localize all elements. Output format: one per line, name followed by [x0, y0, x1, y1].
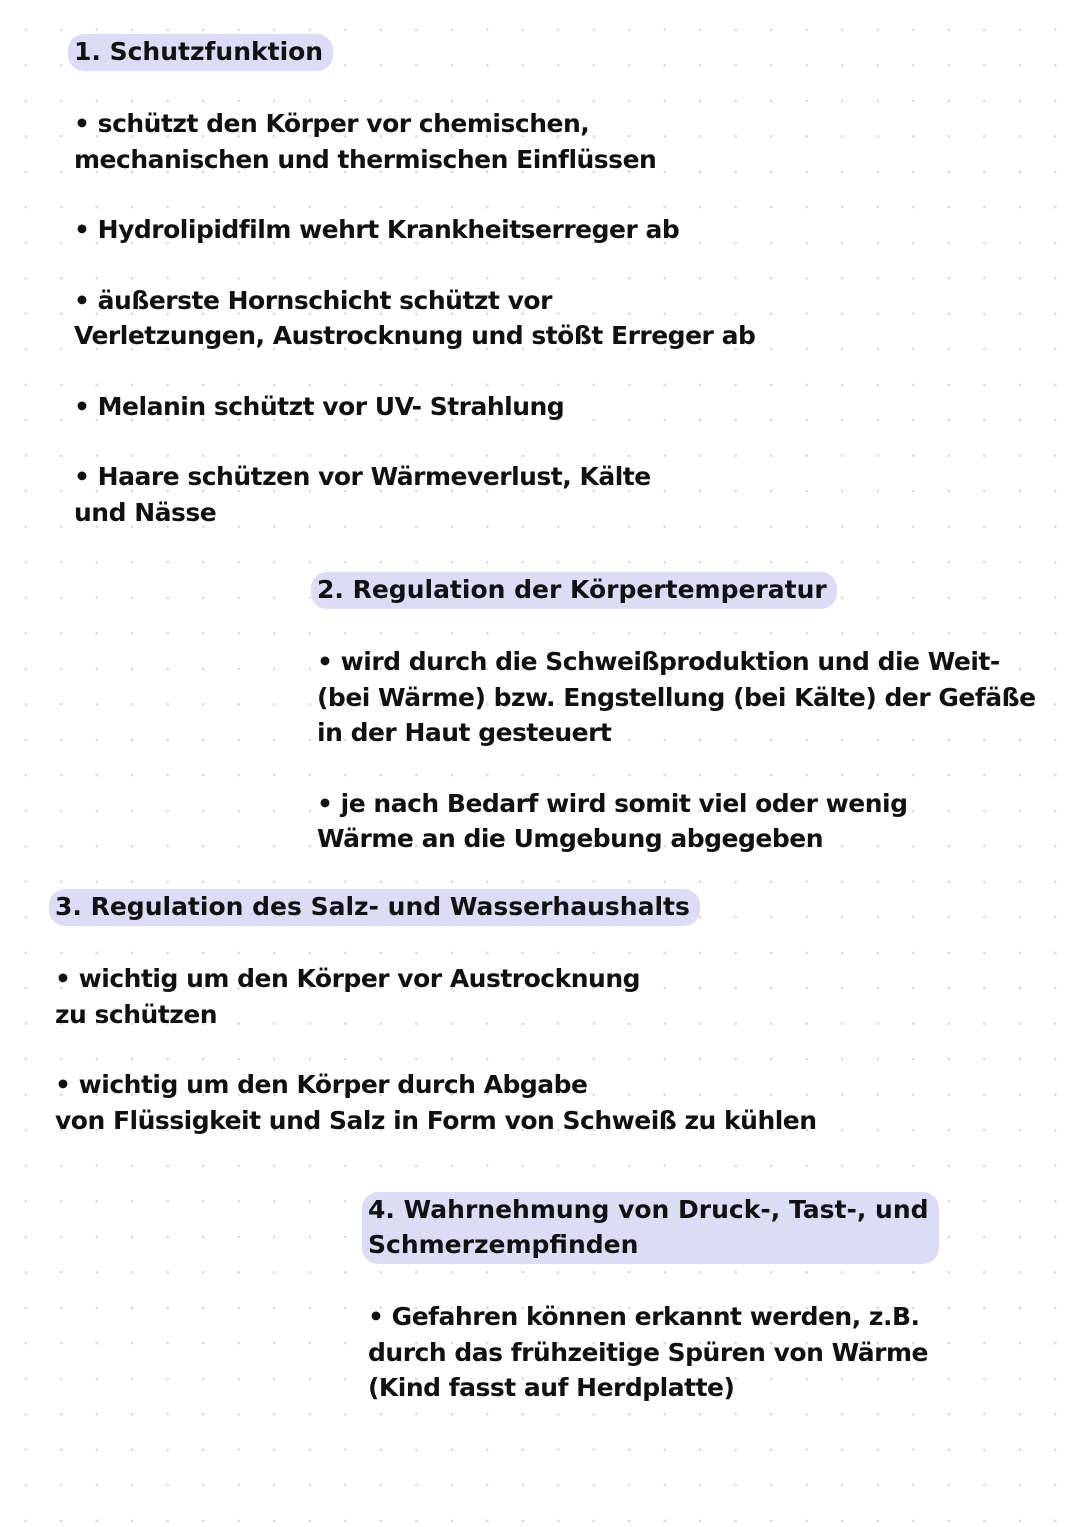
section-salz-wasserhaushalt [55, 889, 817, 1138]
bullet-line: zu schützen [55, 999, 218, 1029]
bullet-line: von Flüssigkeit und Salz in Form von Schweiß zu kühlen [55, 1105, 817, 1135]
bullet-line: • Hydrolipidfilm wehrt Krankheitserreger ab [74, 215, 680, 244]
bullet-line: (bei Wärme) bzw. Engstellung (bei Kälte) der Gefäße [317, 682, 1036, 712]
bullet-line: und Nässe [74, 497, 217, 527]
title-line: 1. Schutzfunktion [74, 37, 324, 66]
bullet-line: Wärme an die Umgebung abgegeben [317, 824, 823, 853]
bullet-line: • Melanin schützt vor UV- Strahlung [74, 391, 565, 421]
bullet-item [55, 1067, 817, 1138]
section-title [311, 572, 837, 609]
bullet-line: • wird durch die Schweißproduktion und die Weit- [317, 647, 1000, 676]
title-line: 2. Regulation der Körpertemperatur [317, 575, 827, 604]
section-title [362, 1192, 939, 1264]
bullet-item [74, 459, 755, 530]
bullet-item [74, 283, 755, 354]
bullet-line: • schützt den Körper vor chemischen, [74, 109, 590, 138]
bullet-item [55, 961, 817, 1032]
section-wahrnehmung [368, 1192, 939, 1406]
section-koerpertemperatur [317, 572, 1036, 857]
bullet-item [317, 786, 1036, 857]
bullet-item [368, 1299, 939, 1406]
bullet-line: in der Haut gesteuert [317, 718, 612, 747]
bullet-item [74, 106, 755, 177]
bullet-item [74, 212, 755, 248]
section-title [68, 34, 333, 71]
title-line: 3. Regulation des Salz- und Wasserhaushalts [55, 892, 690, 921]
title-line: Schmerzempfinden [368, 1230, 639, 1259]
bullet-line: • wichtig um den Körper vor Austrocknung [55, 964, 641, 993]
bullet-line: • Gefahren können erkannt werden, z.B. [368, 1302, 920, 1331]
bullet-line: • je nach Bedarf wird somit viel oder wenig [317, 788, 908, 818]
section-title [49, 889, 700, 926]
section-schutzfunktion [74, 34, 755, 530]
bullet-line: durch das frühzeitige Spüren von Wärme [368, 1337, 928, 1367]
bullet-line: • äußerste Hornschicht schützt vor [74, 285, 552, 315]
bullet-line: Verletzungen, Austrocknung und stößt Erreger ab [74, 321, 756, 350]
bullet-item [317, 644, 1036, 751]
bullet-line: (Kind fasst auf Herdplatte) [368, 1373, 735, 1402]
bullet-item [74, 389, 755, 425]
bullet-line: • Haare schützen vor Wärmeverlust, Kälte [74, 462, 651, 491]
bullet-line: mechanischen und thermischen Einflüssen [74, 144, 657, 174]
title-line: 4. Wahrnehmung von Druck-, Tast-, und [368, 1195, 929, 1224]
bullet-line: • wichtig um den Körper durch Abgabe [55, 1070, 588, 1099]
